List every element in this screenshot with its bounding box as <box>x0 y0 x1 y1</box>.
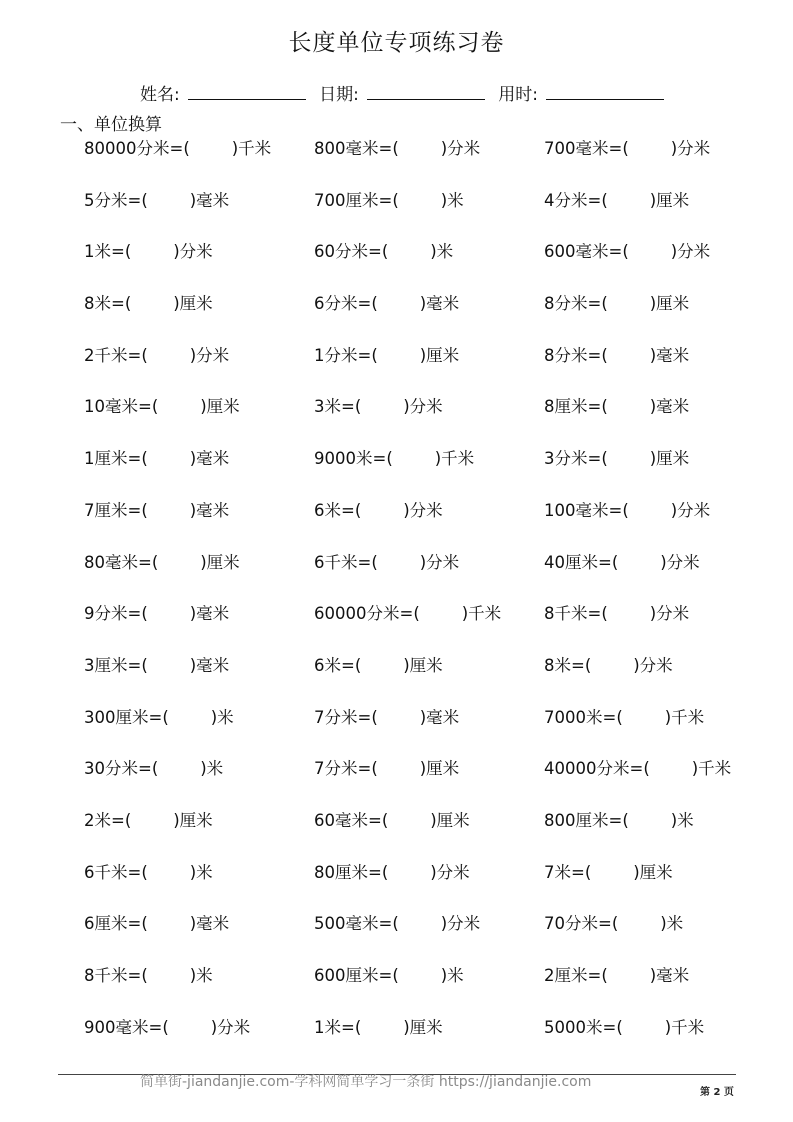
conversion-question: 6千米=( )分米 <box>314 552 460 572</box>
conversion-question: 5000米=( )千米 <box>544 1017 705 1037</box>
conversion-question: 8分米=( )毫米 <box>544 345 690 365</box>
conversion-question: 700厘米=( )米 <box>314 190 464 210</box>
question-row <box>84 343 784 395</box>
conversion-question: 8分米=( )厘米 <box>544 294 690 314</box>
conversion-question: 4分米=( )厘米 <box>544 190 690 210</box>
conversion-question: 60毫米=( )厘米 <box>314 810 470 830</box>
conversion-question: 8千米=( )米 <box>84 966 213 985</box>
conversion-question: 70分米=( )米 <box>544 914 684 934</box>
conversion-question: 700毫米=( )分米 <box>544 139 711 158</box>
conversion-question: 2米=( )厘米 <box>84 810 213 830</box>
section-heading: 一、单位换算 <box>60 115 162 135</box>
question-row <box>84 756 784 808</box>
question-row <box>84 136 784 188</box>
conversion-question: 60000分米=( )千米 <box>314 604 502 624</box>
name-blank <box>188 83 306 100</box>
question-row <box>84 446 784 498</box>
conversion-question: 2厘米=( )毫米 <box>544 966 690 985</box>
question-row <box>84 394 784 446</box>
conversion-question: 8厘米=( )毫米 <box>544 397 690 417</box>
conversion-question: 3米=( )分米 <box>314 397 443 417</box>
student-info-row <box>140 80 672 105</box>
question-row <box>84 911 784 963</box>
conversion-question: 300厘米=( )米 <box>84 707 234 727</box>
question-row <box>84 601 784 653</box>
conversion-question: 900毫米=( )分米 <box>84 1017 251 1037</box>
conversion-question: 500毫米=( )分米 <box>314 914 481 934</box>
question-row <box>84 498 784 550</box>
conversion-question: 80厘米=( )分米 <box>314 862 470 882</box>
conversion-question: 1分米=( )厘米 <box>314 345 460 365</box>
question-row <box>84 963 784 1015</box>
name-label: 姓名: <box>140 85 180 105</box>
conversion-question: 800厘米=( )米 <box>544 810 694 830</box>
conversion-question: 80000分米=( )千米 <box>84 139 272 158</box>
conversion-question: 6分米=( )毫米 <box>314 294 460 314</box>
conversion-question: 10毫米=( )厘米 <box>84 397 240 417</box>
conversion-question: 600厘米=( )米 <box>314 966 464 985</box>
conversion-question: 7厘米=( )毫米 <box>84 500 230 520</box>
time-label: 用时: <box>498 85 539 105</box>
question-row <box>84 860 784 912</box>
question-row <box>84 291 784 343</box>
question-row <box>84 705 784 757</box>
conversion-question: 7米=( )厘米 <box>544 862 673 882</box>
conversion-question: 1米=( )厘米 <box>314 1017 443 1037</box>
question-row <box>84 188 784 240</box>
conversion-question: 40厘米=( )分米 <box>544 552 700 572</box>
conversion-question: 100毫米=( )分米 <box>544 500 711 520</box>
conversion-question: 1米=( )分米 <box>84 242 213 262</box>
conversion-question: 40000分米=( )千米 <box>544 759 732 779</box>
page-number: 第 2 页 <box>700 1087 734 1098</box>
conversion-question: 9000米=( )千米 <box>314 449 475 469</box>
question-row <box>84 550 784 602</box>
question-row <box>84 1015 784 1067</box>
question-row <box>84 808 784 860</box>
conversion-question: 6千米=( )米 <box>84 862 213 882</box>
conversion-question: 7分米=( )厘米 <box>314 759 460 779</box>
conversion-question: 6厘米=( )毫米 <box>84 914 230 934</box>
conversion-question: 30分米=( )米 <box>84 759 224 779</box>
conversion-question: 9分米=( )毫米 <box>84 604 230 624</box>
conversion-question: 7分米=( )毫米 <box>314 707 460 727</box>
conversion-question: 5分米=( )毫米 <box>84 190 230 210</box>
question-grid <box>84 136 784 1066</box>
conversion-question: 3分米=( )厘米 <box>544 449 690 469</box>
page-title: 长度单位专项练习卷 <box>288 30 505 56</box>
conversion-question: 2千米=( )分米 <box>84 345 230 365</box>
time-blank <box>546 83 664 100</box>
conversion-question: 3厘米=( )毫米 <box>84 655 230 675</box>
conversion-question: 8米=( )厘米 <box>84 294 213 314</box>
conversion-question: 8米=( )分米 <box>544 655 673 675</box>
conversion-question: 6米=( )分米 <box>314 500 443 520</box>
footer-watermark: 简单街-jiandanjie.com-学科网简单学习一条街 https://jiandanjie.com <box>140 1074 592 1090</box>
question-row <box>84 653 784 705</box>
conversion-question: 8千米=( )分米 <box>544 604 690 624</box>
conversion-question: 800毫米=( )分米 <box>314 139 481 158</box>
conversion-question: 80毫米=( )厘米 <box>84 552 240 572</box>
question-row <box>84 239 784 291</box>
conversion-question: 6米=( )厘米 <box>314 655 443 675</box>
conversion-question: 1厘米=( )毫米 <box>84 449 230 469</box>
date-blank <box>367 83 485 100</box>
conversion-question: 60分米=( )米 <box>314 242 454 262</box>
conversion-question: 7000米=( )千米 <box>544 707 705 727</box>
conversion-question: 600毫米=( )分米 <box>544 242 711 262</box>
date-label: 日期: <box>319 85 359 105</box>
